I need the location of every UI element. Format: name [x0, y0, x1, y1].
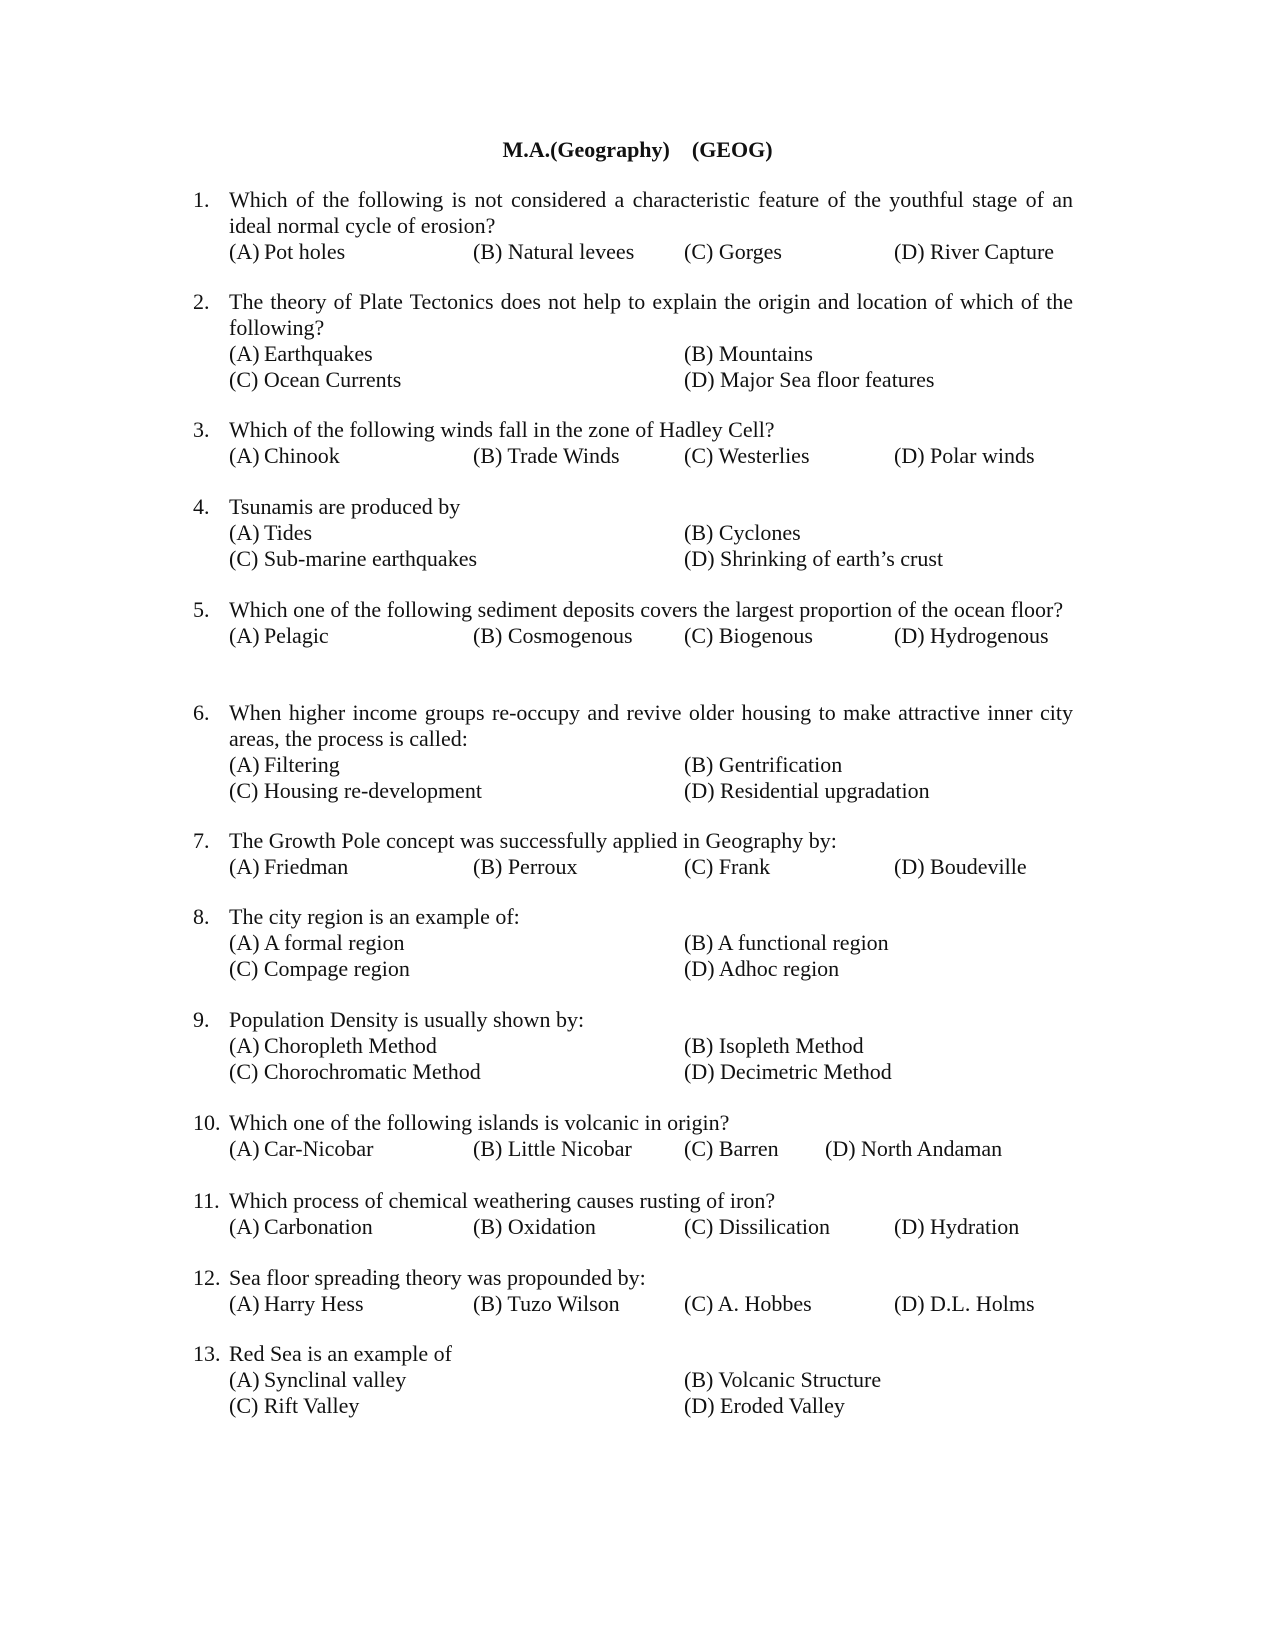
- options-row: [193, 778, 1073, 804]
- options-row: [193, 239, 1073, 265]
- option-a: (A) Earthquakes: [229, 341, 373, 366]
- question-8: [193, 904, 1073, 982]
- option-a: (A) Pot holes: [229, 239, 346, 264]
- options-row: [193, 956, 1073, 982]
- options-row: [193, 1393, 1073, 1419]
- question-text: Sea floor spreading theory was propounded by:: [229, 1265, 646, 1290]
- option-b: (B) Oxidation: [473, 1214, 596, 1239]
- options-row: [193, 1033, 1073, 1059]
- question-number: 7.: [193, 828, 210, 853]
- options-row: [193, 1059, 1073, 1085]
- question-text: Population Density is usually shown by:: [229, 1007, 585, 1032]
- options-row: [193, 752, 1073, 778]
- option-b: (B) Isopleth Method: [684, 1033, 864, 1058]
- options-row: [193, 854, 1073, 880]
- option-d: (D) Shrinking of earth’s crust: [684, 546, 944, 571]
- question-text: Which one of the following islands is volcanic in origin?: [229, 1110, 730, 1135]
- options-row: [193, 443, 1073, 469]
- question-10: [193, 1110, 1073, 1162]
- option-a: (A) Choropleth Method: [229, 1033, 437, 1058]
- option-c: (C) Gorges: [684, 239, 782, 264]
- question-text: The theory of Plate Tectonics does not help to explain the origin and location of which of the following?: [229, 289, 1073, 340]
- option-d: (D) Polar winds: [894, 443, 1035, 468]
- question-12: [193, 1265, 1073, 1317]
- question-text: Which process of chemical weathering causes rusting of iron?: [229, 1188, 776, 1213]
- option-c: (C) Sub-marine earthquakes: [229, 546, 478, 571]
- question-2: [193, 289, 1073, 393]
- question-number: 10.: [193, 1110, 221, 1135]
- options-row: [193, 1291, 1073, 1317]
- question-4: [193, 494, 1073, 572]
- options-row: [193, 1367, 1073, 1393]
- option-d: (D) D.L. Holms: [894, 1291, 1035, 1316]
- options-row: [193, 1136, 1073, 1162]
- option-b: (B) Volcanic Structure: [684, 1367, 882, 1392]
- option-d: (D) Adhoc region: [684, 956, 840, 981]
- question-number: 1.: [193, 187, 210, 212]
- question-text: Which of the following is not considered a characteristic feature of the youthful stage of an ideal normal cycle of erosion?: [229, 187, 1073, 238]
- option-a: (A) Synclinal valley: [229, 1367, 407, 1392]
- question-number: 3.: [193, 417, 210, 442]
- option-d: (D) Hydration: [894, 1214, 1020, 1239]
- option-c: (C) Rift Valley: [229, 1393, 360, 1418]
- option-a: (A) Pelagic: [229, 623, 329, 648]
- question-5: [193, 597, 1073, 649]
- question-number: 4.: [193, 494, 210, 519]
- question-number: 5.: [193, 597, 210, 622]
- question-number: 12.: [193, 1265, 221, 1290]
- question-number: 6.: [193, 700, 210, 725]
- question-6: [193, 700, 1073, 804]
- options-row: [193, 367, 1073, 393]
- question-number: 9.: [193, 1007, 210, 1032]
- question-text: The city region is an example of:: [229, 904, 520, 929]
- option-a: (A) Friedman: [229, 854, 349, 879]
- options-row: [193, 546, 1073, 572]
- option-d: (D) North Andaman: [825, 1136, 1003, 1161]
- question-text: Tsunamis are produced by: [229, 494, 461, 519]
- option-d: (D) Eroded Valley: [684, 1393, 845, 1418]
- options-row: [193, 1214, 1073, 1240]
- option-b: (B) Mountains: [684, 341, 813, 366]
- question-text: Which of the following winds fall in the zone of Hadley Cell?: [229, 417, 775, 442]
- option-a: (A) Chinook: [229, 443, 340, 468]
- option-b: (B) A functional region: [684, 930, 889, 955]
- option-b: (B) Cosmogenous: [473, 623, 633, 648]
- option-b: (B) Little Nicobar: [473, 1136, 632, 1161]
- question-number: 11.: [193, 1188, 220, 1213]
- question-number: 13.: [193, 1341, 221, 1366]
- question-text: Red Sea is an example of: [229, 1341, 452, 1366]
- option-b: (B) Natural levees: [473, 239, 635, 264]
- option-b: (B) Trade Winds: [473, 443, 620, 468]
- option-a: (A) Carbonation: [229, 1214, 373, 1239]
- question-text: Which one of the following sediment deposits covers the largest proportion of the ocean floor?: [229, 597, 1064, 622]
- option-c: (C) Westerlies: [684, 443, 810, 468]
- question-11: [193, 1188, 1073, 1240]
- question-text: The Growth Pole concept was successfully applied in Geography by:: [229, 828, 837, 853]
- options-row: [193, 623, 1073, 649]
- option-c: (C) Ocean Currents: [229, 367, 402, 392]
- option-c: (C) Dissilication: [684, 1214, 831, 1239]
- option-a: (A) A formal region: [229, 930, 405, 955]
- option-c: (C) Biogenous: [684, 623, 813, 648]
- question-1: [193, 187, 1073, 265]
- option-a: (A) Tides: [229, 520, 313, 545]
- question-9: [193, 1007, 1073, 1085]
- question-3: [193, 417, 1073, 469]
- page-title: M.A.(Geography) (GEOG): [502, 137, 773, 162]
- option-a: (A) Car-Nicobar: [229, 1136, 374, 1161]
- option-c: (C) Chorochromatic Method: [229, 1059, 481, 1084]
- option-a: (A) Harry Hess: [229, 1291, 364, 1316]
- option-c: (C) Compage region: [229, 956, 410, 981]
- option-d: (D) River Capture: [894, 239, 1055, 264]
- option-d: (D) Decimetric Method: [684, 1059, 892, 1084]
- option-b: (B) Perroux: [473, 854, 578, 879]
- question-7: [193, 828, 1073, 880]
- option-c: (C) Barren: [684, 1136, 779, 1161]
- option-c: (C) Housing re-development: [229, 778, 482, 803]
- option-b: (B) Tuzo Wilson: [473, 1291, 620, 1316]
- question-text: When higher income groups re-occupy and revive older housing to make attractive inner city areas, the process is called:: [229, 700, 1073, 751]
- option-b: (B) Gentrification: [684, 752, 843, 777]
- option-a: (A) Filtering: [229, 752, 340, 777]
- options-row: [193, 520, 1073, 546]
- options-row: [193, 341, 1073, 367]
- question-13: [193, 1341, 1073, 1419]
- option-d: (D) Boudeville: [894, 854, 1027, 879]
- option-d: (D) Hydrogenous: [894, 623, 1049, 648]
- option-c: (C) Frank: [684, 854, 771, 879]
- question-number: 8.: [193, 904, 210, 929]
- option-b: (B) Cyclones: [684, 520, 801, 545]
- option-d: (D) Major Sea floor features: [684, 367, 935, 392]
- option-c: (C) A. Hobbes: [684, 1291, 812, 1316]
- question-number: 2.: [193, 289, 210, 314]
- option-d: (D) Residential upgradation: [684, 778, 930, 803]
- options-row: [193, 930, 1073, 956]
